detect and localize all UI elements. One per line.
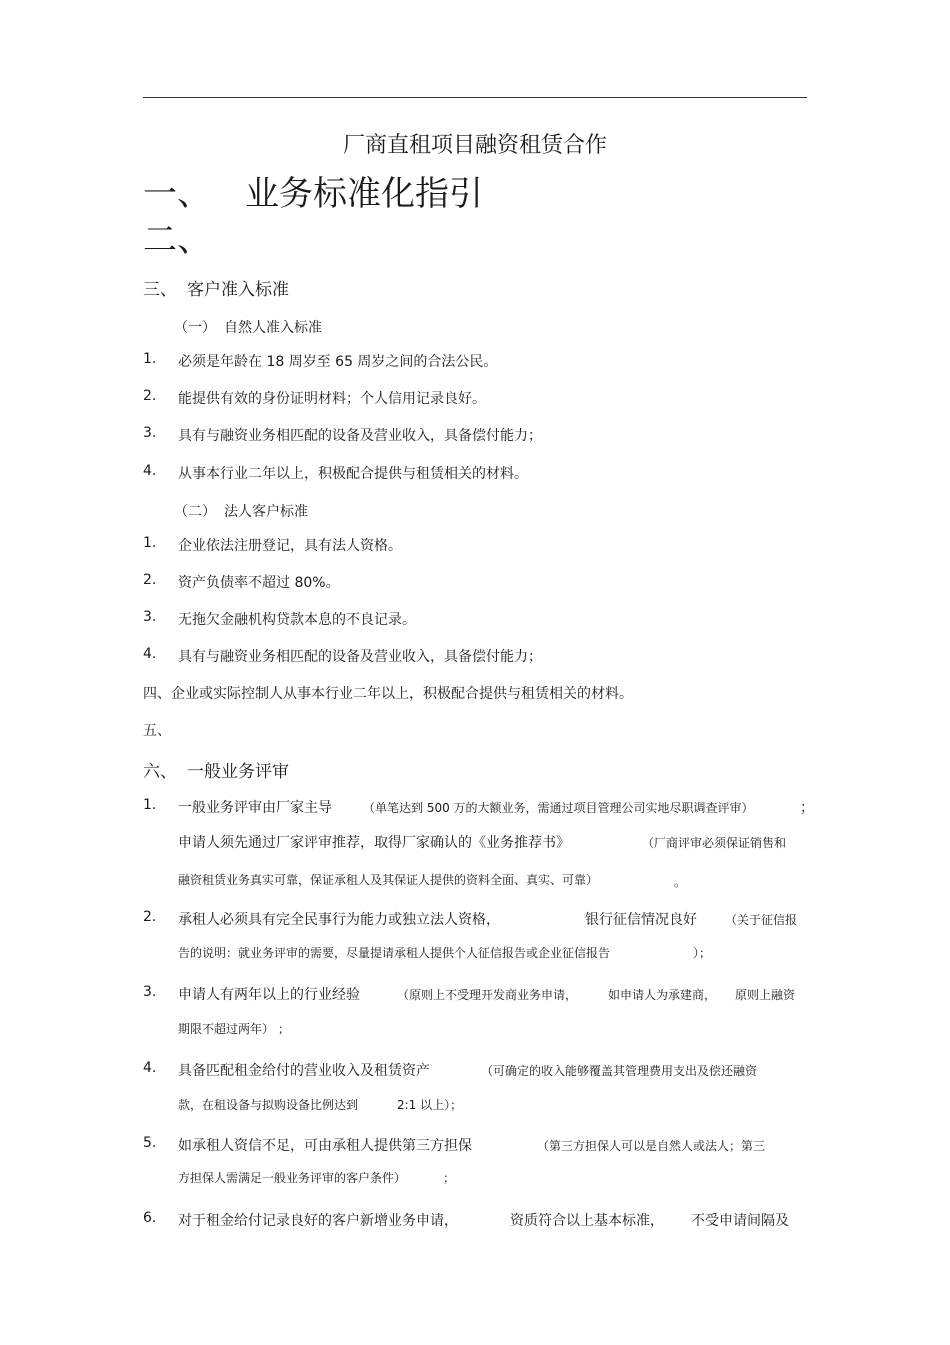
review-item-1-line3-tail: 。 xyxy=(674,875,687,889)
review-item-2-line2-tail: ）； xyxy=(693,946,712,960)
heading-1 xyxy=(143,174,483,214)
heading-2 xyxy=(143,220,245,260)
document-title: 厂商直租项目融资租赁合作 xyxy=(342,133,607,158)
item-number: 3. xyxy=(143,425,157,441)
subsection-2-number: （二） xyxy=(174,504,216,520)
item-number: 3. xyxy=(143,609,157,625)
review-item-3-note3: 原则上融资 xyxy=(735,988,796,1002)
item-main-text: 对于租金给付记录良好的客户新增业务申请， xyxy=(178,1213,458,1229)
item-number: 5. xyxy=(143,1135,157,1151)
item-text: 能提供有效的身份证明材料；个人信用记录良好。 xyxy=(178,391,486,407)
item-number: 1. xyxy=(143,351,157,367)
review-item-5-note: （第三方担保人可以是自然人或法人；第三 xyxy=(537,1139,766,1153)
section-6-number: 六、 xyxy=(143,762,177,782)
review-item-1-line3: 融资租赁业务真实可靠，保证承租人及其保证人提供的资料全面、真实、可靠） xyxy=(178,873,599,887)
review-item-4-line2-value: 2:1 以上）； xyxy=(397,1098,463,1112)
heading-1-number: 一、 xyxy=(143,174,211,214)
review-item-5-line2: 方担保人需满足一般业务评审的客户条件） xyxy=(178,1171,407,1185)
review-item-2-main2: 银行征信情况良好 xyxy=(585,912,697,928)
item-text: 企业依法注册登记，具有法人资格。 xyxy=(178,538,402,554)
item-main-text: 申请人有两年以上的行业经验 xyxy=(178,987,360,1003)
review-item-6-main3: 不受申请间隔及 xyxy=(691,1213,789,1229)
section-3-heading xyxy=(143,275,289,300)
item-number: 2. xyxy=(143,572,157,588)
review-item-6-main2: 资质符合以上基本标准， xyxy=(510,1213,664,1229)
review-item-1-note: （单笔达到 500 万的大额业务，需通过项目管理公司实地尽职调查评审） xyxy=(363,801,754,815)
item-text: 具有与融资业务相匹配的设备及营业收入，具备偿付能力； xyxy=(178,649,542,665)
item-number: 6. xyxy=(143,1210,157,1226)
item-text: 资产负债率不超过 80%。 xyxy=(178,575,340,591)
item-number: 4. xyxy=(143,1060,157,1076)
subsection-1-number: （一） xyxy=(174,320,216,336)
item-text: 从事本行业二年以上，积极配合提供与租赁相关的材料。 xyxy=(178,466,528,482)
section-3-number: 三、 xyxy=(143,280,177,300)
item-text: 无拖欠金融机构贷款本息的不良记录。 xyxy=(178,612,416,628)
item-main-text: 承租人必须具有完全民事行为能力或独立法人资格， xyxy=(178,912,500,928)
item-main-text: 一般业务评审由厂家主导 xyxy=(178,800,332,816)
review-item-3-note2: 如申请人为承建商， xyxy=(608,988,717,1002)
section-6-heading xyxy=(143,757,289,782)
item-text: 必须是年龄在 18 周岁至 65 周岁之间的合法公民。 xyxy=(178,354,498,370)
item-text: 具有与融资业务相匹配的设备及营业收入，具备偿付能力； xyxy=(178,428,542,444)
review-item-1-tail: ； xyxy=(800,800,814,816)
review-item-4-line2: 款，在租设备与拟购设备比例达到 xyxy=(178,1098,359,1112)
item-number: 1. xyxy=(143,797,157,813)
review-item-2-line2: 告的说明：就业务评审的需要，尽量提请承租人提供个人征信报告或企业征信报告 xyxy=(178,946,611,960)
review-item-4-note: （可确定的收入能够覆盖其管理费用支出及偿还融资 xyxy=(481,1064,758,1078)
review-item-5-line2-tail: ； xyxy=(443,1171,456,1185)
review-item-2-note: （关于征信报 xyxy=(725,913,798,927)
item-number: 4. xyxy=(143,463,157,479)
subsection-2-heading xyxy=(174,501,308,521)
item-number: 4. xyxy=(143,646,157,662)
review-item-1-line2-note: （厂商评审必须保证销售和 xyxy=(642,836,787,850)
section-6-text: 一般业务评审 xyxy=(187,762,289,782)
section-4-text: 四、企业或实际控制人从事本行业二年以上，积极配合提供与租赁相关的材料。 xyxy=(143,686,633,702)
subsection-1-text: 自然人准入标准 xyxy=(224,320,322,336)
subsection-2-text: 法人客户标准 xyxy=(224,504,308,520)
item-main-text: 具备匹配租金给付的营业收入及租赁资产 xyxy=(178,1063,430,1079)
item-number: 2. xyxy=(143,388,157,404)
header-rule xyxy=(143,97,807,98)
item-number: 2. xyxy=(143,909,157,925)
review-item-3-line2: 期限不超过两年） ； xyxy=(178,1022,290,1036)
section-5-text: 五、 xyxy=(143,723,171,739)
section-3-text: 客户准入标准 xyxy=(187,280,289,300)
item-number: 3. xyxy=(143,984,157,1000)
review-item-3-note: （原则上不受理开发商业务申请， xyxy=(397,988,578,1002)
review-item-1-line2: 申请人须先通过厂家评审推荐，取得厂家确认的《业务推荐书》 xyxy=(178,835,570,851)
heading-1-text: 业务标准化指引 xyxy=(245,174,483,214)
item-main-text: 如承租人资信不足，可由承租人提供第三方担保 xyxy=(178,1138,472,1154)
subsection-1-heading xyxy=(174,317,322,337)
heading-2-number: 二、 xyxy=(143,220,211,260)
item-number: 1. xyxy=(143,535,157,551)
